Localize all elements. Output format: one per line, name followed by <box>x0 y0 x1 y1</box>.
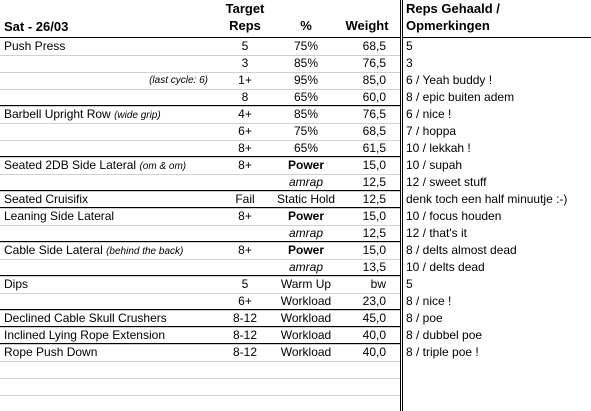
exercise-cell <box>4 157 216 174</box>
exercise-cell <box>4 123 216 140</box>
target-reps-cell: 6+ <box>238 124 252 138</box>
result-cell: 8 / dubbel poe <box>406 328 483 342</box>
group-separator <box>0 156 402 157</box>
percent-cell: 85% <box>293 107 319 121</box>
weight-cell: 40,0 <box>362 328 386 342</box>
target-reps-cell: 4+ <box>238 107 252 121</box>
row-gridline <box>0 361 402 362</box>
weight-cell: 61,5 <box>362 141 386 155</box>
percent-cell: 65% <box>293 90 319 104</box>
row-gridline <box>0 378 402 379</box>
percent-cell: Workload <box>280 311 332 325</box>
percent-cell: amrap <box>288 226 323 240</box>
result-cell: 10 / supah <box>406 158 463 172</box>
exercise-cell <box>4 55 216 72</box>
percent-cell: 65% <box>293 141 319 155</box>
target-reps-cell: 5 <box>241 277 249 291</box>
target-reps-cell: 8+ <box>238 141 252 155</box>
target-reps-cell <box>216 225 274 242</box>
weight-cell: bw <box>370 277 386 291</box>
weight-cell: 12,5 <box>362 192 386 206</box>
result-cell: 6 / Yeah buddy ! <box>406 73 493 87</box>
result-cell: 10 / delts dead <box>406 260 485 274</box>
percent-cell: 95% <box>293 73 319 87</box>
result-cell: 6 / nice ! <box>406 107 452 121</box>
exercise-cell <box>4 327 216 344</box>
target-reps-cell <box>216 259 274 276</box>
weight-cell: 45,0 <box>362 311 386 325</box>
exercise-name: Seated Cruisifix <box>4 192 89 206</box>
target-header-line2: Reps <box>229 18 261 33</box>
result-cell: 8 / epic buiten adem <box>406 90 515 104</box>
target-reps-cell: 8-12 <box>232 345 258 359</box>
exercise-cell <box>4 242 216 259</box>
target-reps-cell: 3 <box>241 56 249 70</box>
exercise-cell <box>4 344 216 361</box>
group-separator <box>0 190 402 191</box>
weight-cell: 85,0 <box>362 73 386 87</box>
target-reps-cell: 8+ <box>238 209 252 223</box>
exercise-name: Barbell Upright Row <box>4 107 111 121</box>
result-cell: 12 / sweet stuff <box>406 175 487 189</box>
exercise-cell <box>4 106 216 123</box>
exercise-note: (last cycle: 6) <box>149 75 208 86</box>
exercise-cell <box>4 174 216 191</box>
reps-header-line1: Reps Gehaald / <box>406 1 500 16</box>
weight-cell: 15,0 <box>362 209 386 223</box>
percent-cell: 85% <box>293 56 319 70</box>
result-cell: 7 / hoppa <box>406 124 457 138</box>
exercise-name: Seated 2DB Side Lateral <box>4 158 137 172</box>
result-cell: 8 / delts almost dead <box>406 243 517 257</box>
result-cell: 12 / that's it <box>406 226 467 240</box>
percent-cell: Warm Up <box>280 277 332 291</box>
exercise-name: Cable Side Lateral <box>4 243 103 257</box>
group-separator <box>0 207 402 208</box>
weight-cell: 68,5 <box>362 39 386 53</box>
weight-cell: 40,0 <box>362 345 386 359</box>
exercise-cell <box>4 38 216 55</box>
target-reps-cell: 6+ <box>238 294 252 308</box>
result-cell: 8 / nice ! <box>406 294 452 308</box>
target-reps-cell: Fail <box>235 192 255 206</box>
exercise-cell <box>4 191 216 208</box>
percent-cell: Power <box>287 243 324 257</box>
weight-header: Weight <box>345 18 389 33</box>
exercise-cell <box>4 310 216 327</box>
group-separator <box>0 309 402 310</box>
group-separator <box>0 343 402 344</box>
target-reps-cell <box>216 174 274 191</box>
percent-cell: Workload <box>280 328 332 342</box>
target-reps-cell: 8 <box>241 90 249 104</box>
percent-cell: 75% <box>293 39 319 53</box>
exercise-cell <box>4 72 216 89</box>
notes-column-divider <box>400 0 403 411</box>
percent-cell: Workload <box>280 345 332 359</box>
weight-cell: 13,5 <box>362 260 386 274</box>
result-cell: 10 / lekkah ! <box>406 141 471 155</box>
target-header-line1: Target <box>225 1 265 16</box>
percent-cell: Power <box>287 209 324 223</box>
exercise-cell <box>4 208 216 225</box>
row-gridline <box>0 395 402 396</box>
weight-cell: 68,5 <box>362 124 386 138</box>
exercise-name: Push Press <box>4 39 66 53</box>
result-cell: 8 / poe <box>406 311 443 325</box>
exercise-name: Inclined Lying Rope Extension <box>4 328 165 342</box>
exercise-note: (wide grip) <box>114 110 161 121</box>
header-divider <box>0 37 591 38</box>
exercise-note: (behind the back) <box>106 246 184 257</box>
result-cell: denk toch een half minuutje :-) <box>406 192 568 206</box>
result-cell: 5 <box>406 277 413 291</box>
target-reps-cell: 5 <box>241 39 249 53</box>
exercise-name: Rope Push Down <box>4 345 98 359</box>
weight-cell: 12,5 <box>362 175 386 189</box>
target-reps-cell: 8-12 <box>232 311 258 325</box>
group-separator <box>0 275 402 276</box>
day-header: Sat - 26/03 <box>4 19 69 34</box>
target-reps-cell: 8-12 <box>232 328 258 342</box>
weight-cell: 76,5 <box>362 56 386 70</box>
percent-cell: 75% <box>293 124 319 138</box>
exercise-name: Dips <box>4 277 29 291</box>
percent-header: % <box>300 18 312 33</box>
result-cell: 8 / triple poe ! <box>406 345 479 359</box>
exercise-note: (om & om) <box>139 161 187 172</box>
percent-cell: Workload <box>280 294 332 308</box>
percent-cell: amrap <box>288 260 323 274</box>
exercise-cell <box>4 259 216 276</box>
weight-cell: 15,0 <box>362 158 386 172</box>
percent-cell: Static Hold <box>276 192 336 206</box>
percent-cell: Power <box>287 158 324 172</box>
target-reps-cell: 8+ <box>238 243 252 257</box>
result-cell: 10 / focus houden <box>406 209 502 223</box>
exercise-cell <box>4 140 216 157</box>
result-cell: 5 <box>406 39 413 53</box>
exercise-cell <box>4 89 216 106</box>
group-separator <box>0 105 402 106</box>
exercise-cell <box>4 276 216 293</box>
weight-cell: 15,0 <box>362 243 386 257</box>
weight-cell: 23,0 <box>362 294 386 308</box>
result-cell: 3 <box>406 56 413 70</box>
exercise-name: Declined Cable Skull Crushers <box>4 311 167 325</box>
target-reps-cell: 8+ <box>238 158 252 172</box>
weight-cell: 76,5 <box>362 107 386 121</box>
reps-header-line2: Opmerkingen <box>406 18 490 33</box>
target-reps-cell: 1+ <box>238 73 252 87</box>
exercise-cell <box>4 225 216 242</box>
weight-cell: 12,5 <box>362 226 386 240</box>
weight-cell: 60,0 <box>362 90 386 104</box>
group-separator <box>0 326 402 327</box>
exercise-cell <box>4 293 216 310</box>
group-separator <box>0 241 402 242</box>
exercise-name: Leaning Side Lateral <box>4 209 115 223</box>
percent-cell: amrap <box>288 175 323 189</box>
